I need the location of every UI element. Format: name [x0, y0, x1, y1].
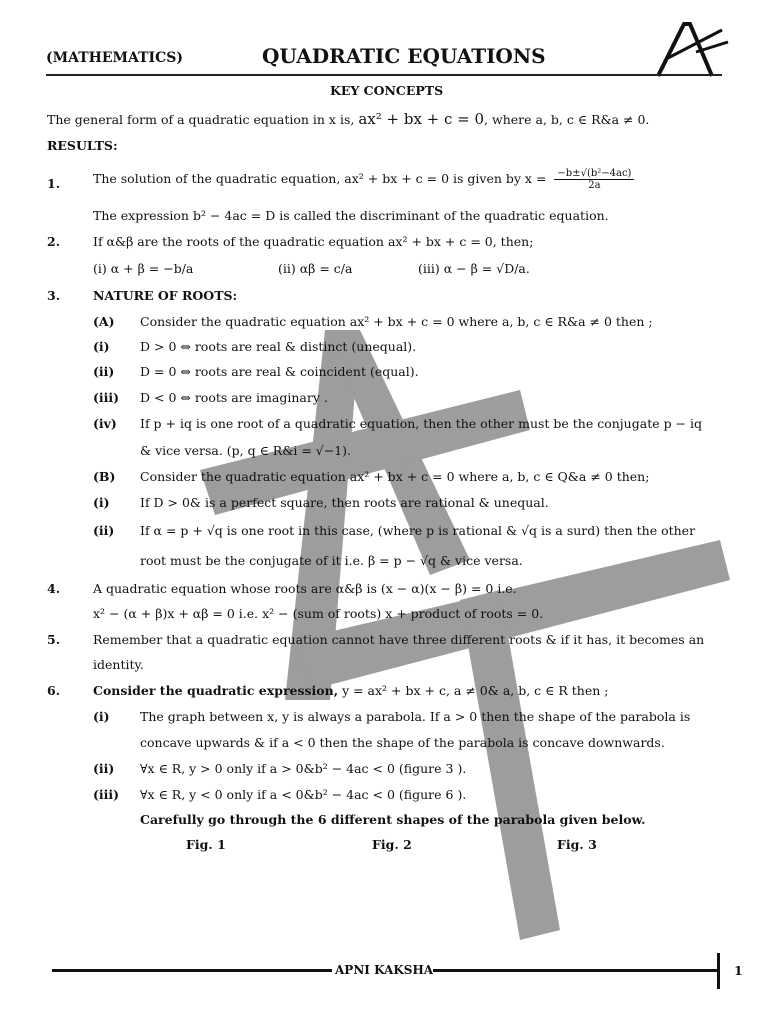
r6-text — [93, 683, 608, 698]
sub-label: (ii) — [93, 523, 115, 538]
formula-denominator: 2a — [588, 180, 601, 191]
sub-label: (iii) — [93, 390, 120, 405]
r2-difference: (iii) α − β = √D/a. — [418, 261, 530, 276]
r6-i-text: The graph between x, y is always a parabola. If a > 0 then the shape of the parabola is — [140, 709, 691, 724]
fig-label: Fig. 2 — [372, 837, 412, 852]
sub-label: (iv) — [93, 416, 117, 431]
sub-label: (i) — [93, 495, 110, 510]
r3-iii-text: D < 0 ⇔ roots are imaginary . — [140, 390, 328, 405]
r5-text: Remember that a quadratic equation cannot have three different roots & if it has, it becomes an — [93, 632, 705, 647]
r3-iv-text2: & vice versa. (p, q ∈ R&i = √−1). — [140, 443, 352, 458]
intro-text: The general form of a quadratic equation in x is, — [47, 112, 355, 127]
r1-text — [93, 168, 634, 191]
r1-line2: The expression b² − 4ac = D is called the discriminant of the quadratic equation. — [93, 208, 609, 223]
sub-label: (B) — [93, 469, 116, 484]
r4-text: A quadratic equation whose roots are α&β is (x − α)(x − β) = 0 i.e. — [93, 581, 517, 596]
fig-label: Fig. 3 — [557, 837, 597, 852]
r2-sum: (i) α + β = −b/a — [93, 261, 194, 276]
formula-numerator: −b±√(b²−4ac) — [554, 168, 634, 180]
footer-bar — [717, 953, 720, 989]
sub-label: (ii) — [93, 364, 115, 379]
page-number: 1 — [734, 963, 743, 978]
subject-label: (MATHEMATICS) — [46, 50, 183, 66]
r1-main: The solution of the quadratic equation, ax² + bx + c = 0 is given by x = — [93, 171, 547, 186]
item-number: 6. — [47, 683, 61, 698]
page-title: QUADRATIC EQUATIONS — [262, 44, 546, 68]
sub-label: (iii) — [93, 787, 120, 802]
item-number: 2. — [47, 234, 61, 249]
r6-bold: Consider the quadratic expression, — [93, 683, 339, 698]
sub-label: (i) — [93, 339, 110, 354]
r3-A-text: Consider the quadratic equation ax² + bx + c = 0 where a, b, c ∈ R&a ≠ 0 then ; — [140, 314, 653, 329]
intro-tail: , where a, b, c ∈ R&a ≠ 0. — [484, 112, 650, 127]
r3-title: NATURE OF ROOTS: — [93, 288, 238, 303]
r3-Bii-text2: root must be the conjugate of it i.e. β = p − √q & vice versa. — [140, 553, 523, 568]
brand-logo-icon — [650, 20, 730, 80]
r3-Bi-text: If D > 0& is a perfect square, then roots are rational & unequal. — [140, 495, 549, 510]
fig-label: Fig. 1 — [186, 837, 226, 852]
r6-iii-text: ∀x ∈ R, y < 0 only if a < 0&b² − 4ac < 0 (figure 6 ). — [140, 787, 467, 802]
r4-text2: x² − (α + β)x + αβ = 0 i.e. x² − (sum of roots) x + product of roots = 0. — [93, 606, 544, 621]
r5-text2: identity. — [93, 657, 144, 672]
r6-i-text2: concave upwards & if a < 0 then the shape of the parabola is concave downwards. — [140, 735, 665, 750]
item-number: 1. — [47, 176, 61, 191]
intro-formula: ax² + bx + c = 0 — [358, 110, 485, 128]
footer-brand: APNI KAKSHA — [335, 963, 434, 977]
item-number: 3. — [47, 288, 61, 303]
item-number: 5. — [47, 632, 61, 647]
results-heading: RESULTS: — [47, 138, 118, 153]
intro-line — [47, 110, 649, 128]
section-heading: KEY CONCEPTS — [330, 83, 444, 98]
footer-rule-left — [52, 969, 332, 972]
sub-label: (i) — [93, 709, 110, 724]
r2-text: If α&β are the roots of the quadratic equation ax² + bx + c = 0, then; — [93, 234, 534, 249]
r6-main: y = ax² + bx + c, a ≠ 0& a, b, c ∈ R then ; — [338, 683, 609, 698]
r3-ii-text: D = 0 ⇔ roots are real & coincident (equal). — [140, 364, 419, 379]
header-rule — [46, 74, 722, 76]
r3-iv-text: If p + iq is one root of a quadratic equation, then the other must be the conjugate p − iq — [140, 416, 703, 431]
r3-B-text: Consider the quadratic equation ax² + bx + c = 0 where a, b, c ∈ Q&a ≠ 0 then; — [140, 469, 650, 484]
footer-rule-right — [433, 969, 717, 972]
r6-note: Carefully go through the 6 different shapes of the parabola given below. — [140, 812, 646, 827]
r3-i-text: D > 0 ⇔ roots are real & distinct (unequal). — [140, 339, 417, 354]
r6-ii-text: ∀x ∈ R, y > 0 only if a > 0&b² − 4ac < 0 (figure 3 ). — [140, 761, 467, 776]
sub-label: (ii) — [93, 761, 115, 776]
sub-label: (A) — [93, 314, 115, 329]
item-number: 4. — [47, 581, 61, 596]
r3-Bii-text: If α = p + √q is one root in this case, (where p is rational & √q is a surd) then the other — [140, 523, 696, 538]
quadratic-formula — [554, 168, 634, 191]
r2-product: (ii) αβ = c/a — [278, 261, 353, 276]
